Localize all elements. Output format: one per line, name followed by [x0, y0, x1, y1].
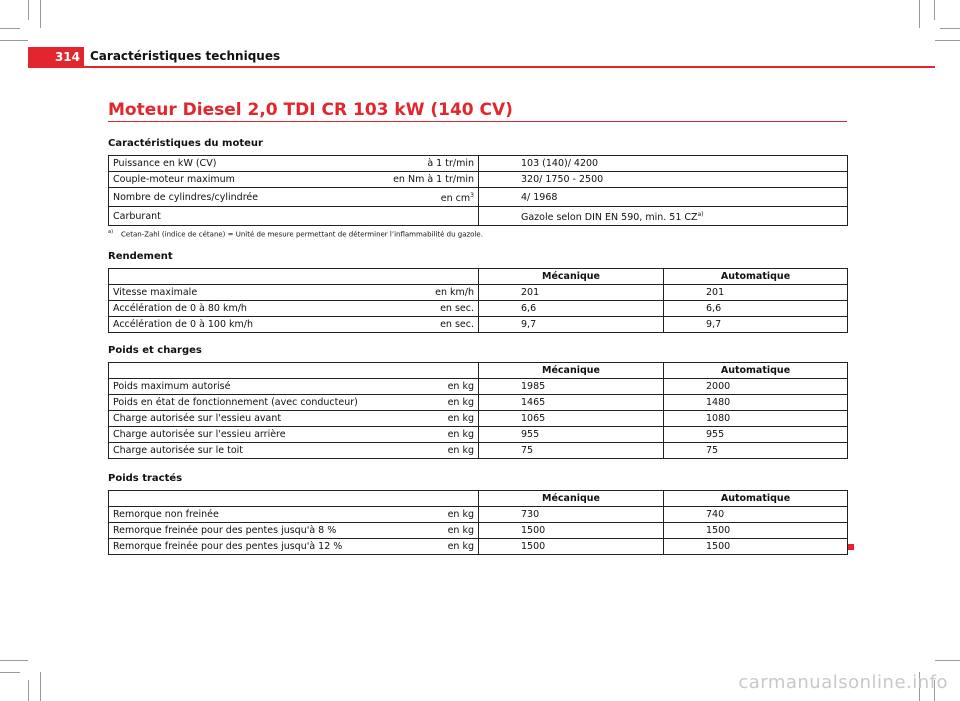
table-row — [109, 523, 848, 539]
row-unit: en kg — [379, 443, 479, 459]
row-label: Charge autorisée sur le toit — [109, 443, 379, 459]
table-row — [109, 207, 848, 226]
engine-table — [108, 155, 848, 226]
row-unit — [379, 188, 479, 207]
row-label: Carburant — [109, 207, 379, 226]
table-row — [109, 301, 848, 317]
watermark: carmanualsonline.info — [738, 672, 948, 693]
crop-mark — [28, 0, 29, 20]
row-label: Accélération de 0 à 80 km/h — [109, 301, 379, 317]
row-auto: 955 — [664, 427, 848, 443]
crop-mark — [0, 672, 20, 673]
tractes-table — [108, 490, 848, 555]
row-unit: en Nm à 1 tr/min — [379, 172, 479, 188]
row-unit: en kg — [379, 523, 479, 539]
row-auto: 1480 — [664, 395, 848, 411]
row-unit: en kg — [379, 427, 479, 443]
row-manual: 1465 — [479, 395, 664, 411]
rendement-heading: Rendement — [108, 251, 173, 262]
table-row — [109, 395, 848, 411]
page-number: 314 — [28, 47, 84, 67]
row-manual: 1500 — [479, 523, 664, 539]
row-manual: 1985 — [479, 379, 664, 395]
table-row — [109, 427, 848, 443]
footnote-text: Cetan-Zahl (indice de cétane) = Unité de mesure permettant de déterminer l’inflammabilité du gazole. — [121, 230, 483, 239]
row-value — [479, 207, 848, 226]
rendement-table — [108, 268, 848, 333]
col-header-auto: Automatique — [664, 491, 848, 507]
row-label: Charge autorisée sur l'essieu arrière — [109, 427, 379, 443]
row-unit: en km/h — [379, 285, 479, 301]
row-unit: en kg — [379, 507, 479, 523]
header-empty — [109, 363, 479, 379]
row-unit: en kg — [379, 395, 479, 411]
crop-mark — [935, 660, 960, 661]
crop-mark — [40, 0, 41, 28]
row-manual: 955 — [479, 427, 664, 443]
row-label: Nombre de cylindres/cylindrée — [109, 188, 379, 207]
table-row — [109, 379, 848, 395]
unit-superscript: 3 — [470, 192, 474, 199]
row-manual: 1065 — [479, 411, 664, 427]
table-row — [109, 539, 848, 555]
table-row — [109, 443, 848, 459]
row-label: Vitesse maximale — [109, 285, 379, 301]
row-unit — [379, 207, 479, 226]
row-manual: 6,6 — [479, 301, 664, 317]
header-empty — [109, 269, 479, 285]
row-unit: en sec. — [379, 301, 479, 317]
crop-mark — [919, 0, 920, 28]
header-rule — [28, 66, 935, 68]
row-label: Poids en état de fonctionnement (avec conducteur) — [109, 395, 379, 411]
crop-mark — [940, 28, 960, 29]
row-value: 320/ 1750 - 2500 — [479, 172, 848, 188]
table-row — [109, 317, 848, 333]
crop-mark — [0, 660, 28, 661]
row-auto: 201 — [664, 285, 848, 301]
row-manual: 1500 — [479, 539, 664, 555]
col-header-auto: Automatique — [664, 269, 848, 285]
crop-mark — [40, 672, 41, 701]
col-header-manual: Mécanique — [479, 269, 664, 285]
row-manual: 730 — [479, 507, 664, 523]
row-label: Couple-moteur maximum — [109, 172, 379, 188]
poids-heading: Poids et charges — [108, 345, 202, 356]
table-row — [109, 172, 848, 188]
engine-heading: Caractéristiques du moteur — [108, 138, 263, 149]
col-header-manual: Mécanique — [479, 363, 664, 379]
row-auto: 1500 — [664, 523, 848, 539]
row-unit: en kg — [379, 539, 479, 555]
footnote — [108, 229, 483, 238]
row-auto: 1080 — [664, 411, 848, 427]
table-header-row — [109, 491, 848, 507]
crop-mark — [0, 28, 20, 29]
col-header-manual: Mécanique — [479, 491, 664, 507]
row-auto: 75 — [664, 443, 848, 459]
table-header-row — [109, 269, 848, 285]
row-label: Accélération de 0 à 100 km/h — [109, 317, 379, 333]
section-end-marker — [848, 544, 854, 550]
row-label: Puissance en kW (CV) — [109, 156, 379, 172]
row-label: Charge autorisée sur l'essieu avant — [109, 411, 379, 427]
crop-mark — [934, 0, 935, 20]
crop-mark — [935, 40, 960, 41]
crop-mark — [28, 680, 29, 701]
title-rule — [108, 121, 847, 122]
table-row — [109, 411, 848, 427]
header-section-title: Caractéristiques techniques — [90, 49, 281, 63]
footnote-ref: a) — [697, 211, 704, 219]
footnote-marker: a) — [108, 229, 114, 235]
tractes-heading: Poids tractés — [108, 473, 183, 484]
row-unit: en sec. — [379, 317, 479, 333]
page-title: Moteur Diesel 2,0 TDI CR 103 kW (140 CV) — [108, 100, 513, 120]
table-row — [109, 188, 848, 207]
row-label: Poids maximum autorisé — [109, 379, 379, 395]
row-manual: 201 — [479, 285, 664, 301]
poids-table — [108, 362, 848, 459]
value-text: Gazole selon DIN EN 590, min. 51 CZ — [521, 212, 698, 224]
row-auto: 6,6 — [664, 301, 848, 317]
table-row — [109, 156, 848, 172]
header-empty — [109, 491, 479, 507]
row-label: Remorque non freinée — [109, 507, 379, 523]
row-label: Remorque freinée pour des pentes jusqu'à 8 % — [109, 523, 379, 539]
unit-text: en cm — [440, 193, 471, 205]
row-unit: en kg — [379, 379, 479, 395]
row-unit: à 1 tr/min — [379, 156, 479, 172]
row-value: 103 (140)/ 4200 — [479, 156, 848, 172]
crop-mark — [0, 40, 28, 41]
table-row — [109, 507, 848, 523]
row-auto: 9,7 — [664, 317, 848, 333]
row-manual: 75 — [479, 443, 664, 459]
row-value: 4/ 1968 — [479, 188, 848, 207]
table-row — [109, 285, 848, 301]
row-unit: en kg — [379, 411, 479, 427]
col-header-auto: Automatique — [664, 363, 848, 379]
row-manual: 9,7 — [479, 317, 664, 333]
row-auto: 2000 — [664, 379, 848, 395]
row-label: Remorque freinée pour des pentes jusqu'à 12 % — [109, 539, 379, 555]
table-header-row — [109, 363, 848, 379]
row-auto: 1500 — [664, 539, 848, 555]
row-auto: 740 — [664, 507, 848, 523]
